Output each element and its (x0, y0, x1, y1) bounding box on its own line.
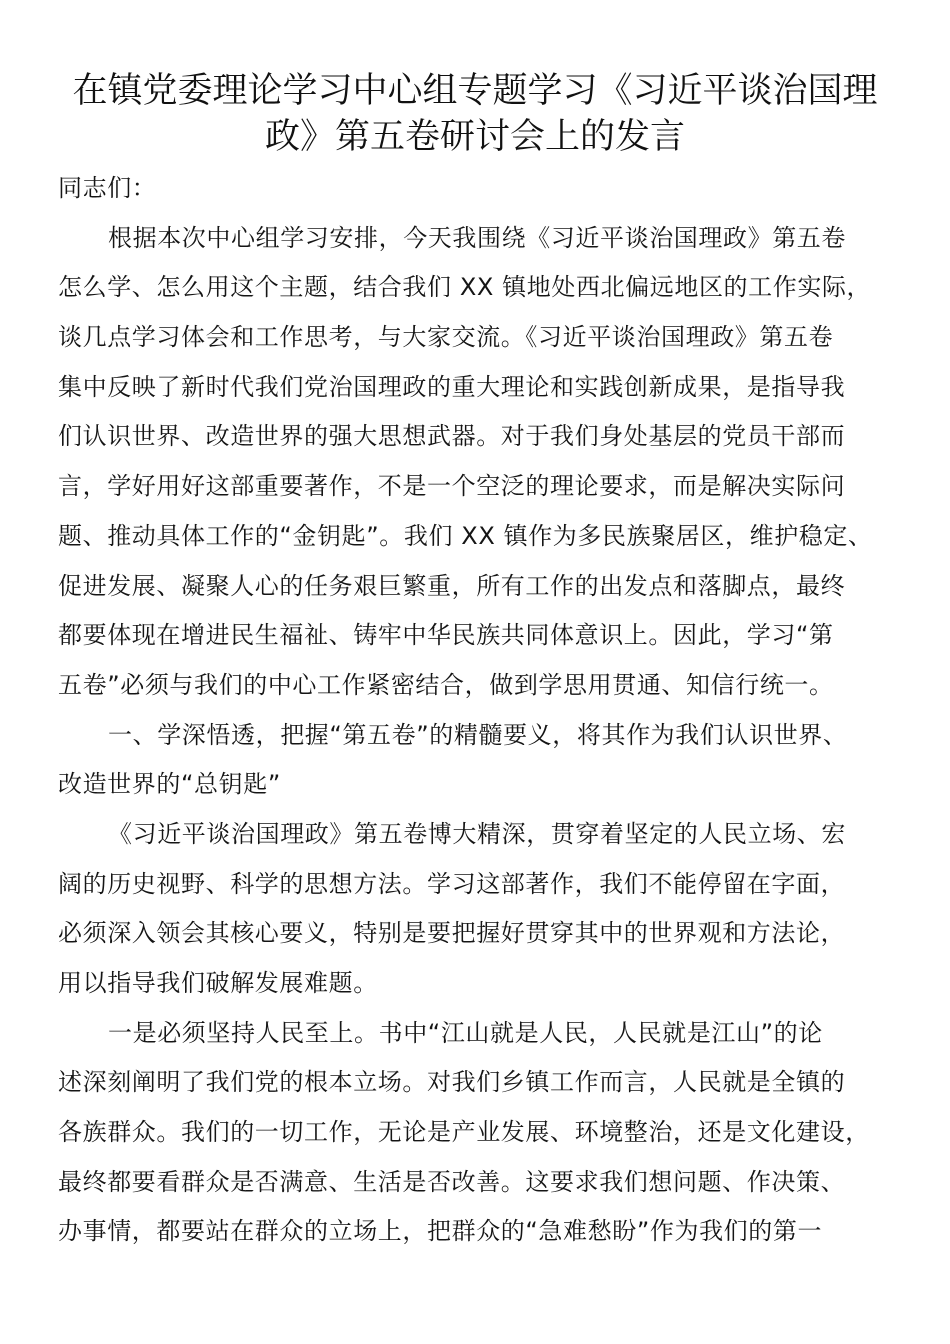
text-line: 最终都要看群众是否满意、生活是否改善。这要求我们想问题、作决策、 (58, 1167, 846, 1196)
text-line: 述深刻阐明了我们党的根本立场。对我们乡镇工作而言，人民就是全镇的 (58, 1068, 846, 1097)
text-line: 题、推动具体工作的“金钥匙”。我们 XX 镇作为多民族聚居区，维护稳定、 (58, 521, 873, 550)
text-line: 一、学深悟透，把握“第五卷”的精髓要义，将其作为我们认识世界、 (108, 720, 848, 749)
text-line: 们认识世界、改造世界的强大思想武器。对于我们身处基层的党员干部而 (58, 422, 846, 451)
text-line: 言，学好用好这部重要著作，不是一个空泛的理论要求，而是解决实际问 (58, 472, 846, 501)
title-line-1: 在镇党委理论学习中心组专题学习《习近平谈治国理 (72, 71, 878, 111)
text-line: 五卷”必须与我们的中心工作紧密结合，做到学思用贯通、知信行统一。 (58, 670, 834, 699)
document-body (58, 164, 918, 1257)
text-line: 必须深入领会其核心要义，特别是要把握好贯穿其中的世界观和方法论， (58, 919, 846, 948)
text-line: 促进发展、凝聚人心的任务艰巨繁重，所有工作的出发点和落脚点，最终 (58, 571, 846, 600)
text-line: 根据本次中心组学习安排，今天我围绕《习近平谈治国理政》第五卷 (108, 223, 846, 252)
text-line: 用以指导我们破解发展难题。 (58, 969, 378, 997)
text-line: 一是必须坚持人民至上。书中“江山就是人民，人民就是江山”的论 (108, 1018, 823, 1047)
document-title (40, 68, 910, 160)
text-line: 集中反映了新时代我们党治国理政的重大理论和实践创新成果，是指导我 (58, 372, 846, 401)
text-line: 各族群众。我们的一切工作，无论是产业发展、环境整治，还是文化建设， (58, 1118, 870, 1147)
text-line: 怎么学、怎么用这个主题，结合我们 XX 镇地处西北偏远地区的工作实际， (58, 273, 872, 302)
text-line: 阔的历史视野、科学的思想方法。学习这部著作，我们不能停留在字面， (58, 869, 846, 898)
title-line-2: 政》第五卷研讨会上的发言 (264, 117, 685, 157)
text-line: 都要体现在增进民生福祉、铸牢中华民族共同体意识上。因此，学习“第 (58, 621, 834, 650)
body-lines (58, 214, 918, 1257)
text-line: 谈几点学习体会和工作思考，与大家交流。《习近平谈治国理政》第五卷 (58, 323, 834, 352)
salutation: 同志们： (58, 174, 157, 202)
text-line: 《习近平谈治国理政》第五卷博大精深，贯穿着坚定的人民立场、宏 (108, 819, 846, 848)
text-line: 办事情，都要站在群众的立场上，把群众的“急难愁盼”作为我们的第一 (58, 1217, 823, 1246)
text-line: 改造世界的“总钥匙” (58, 770, 281, 799)
